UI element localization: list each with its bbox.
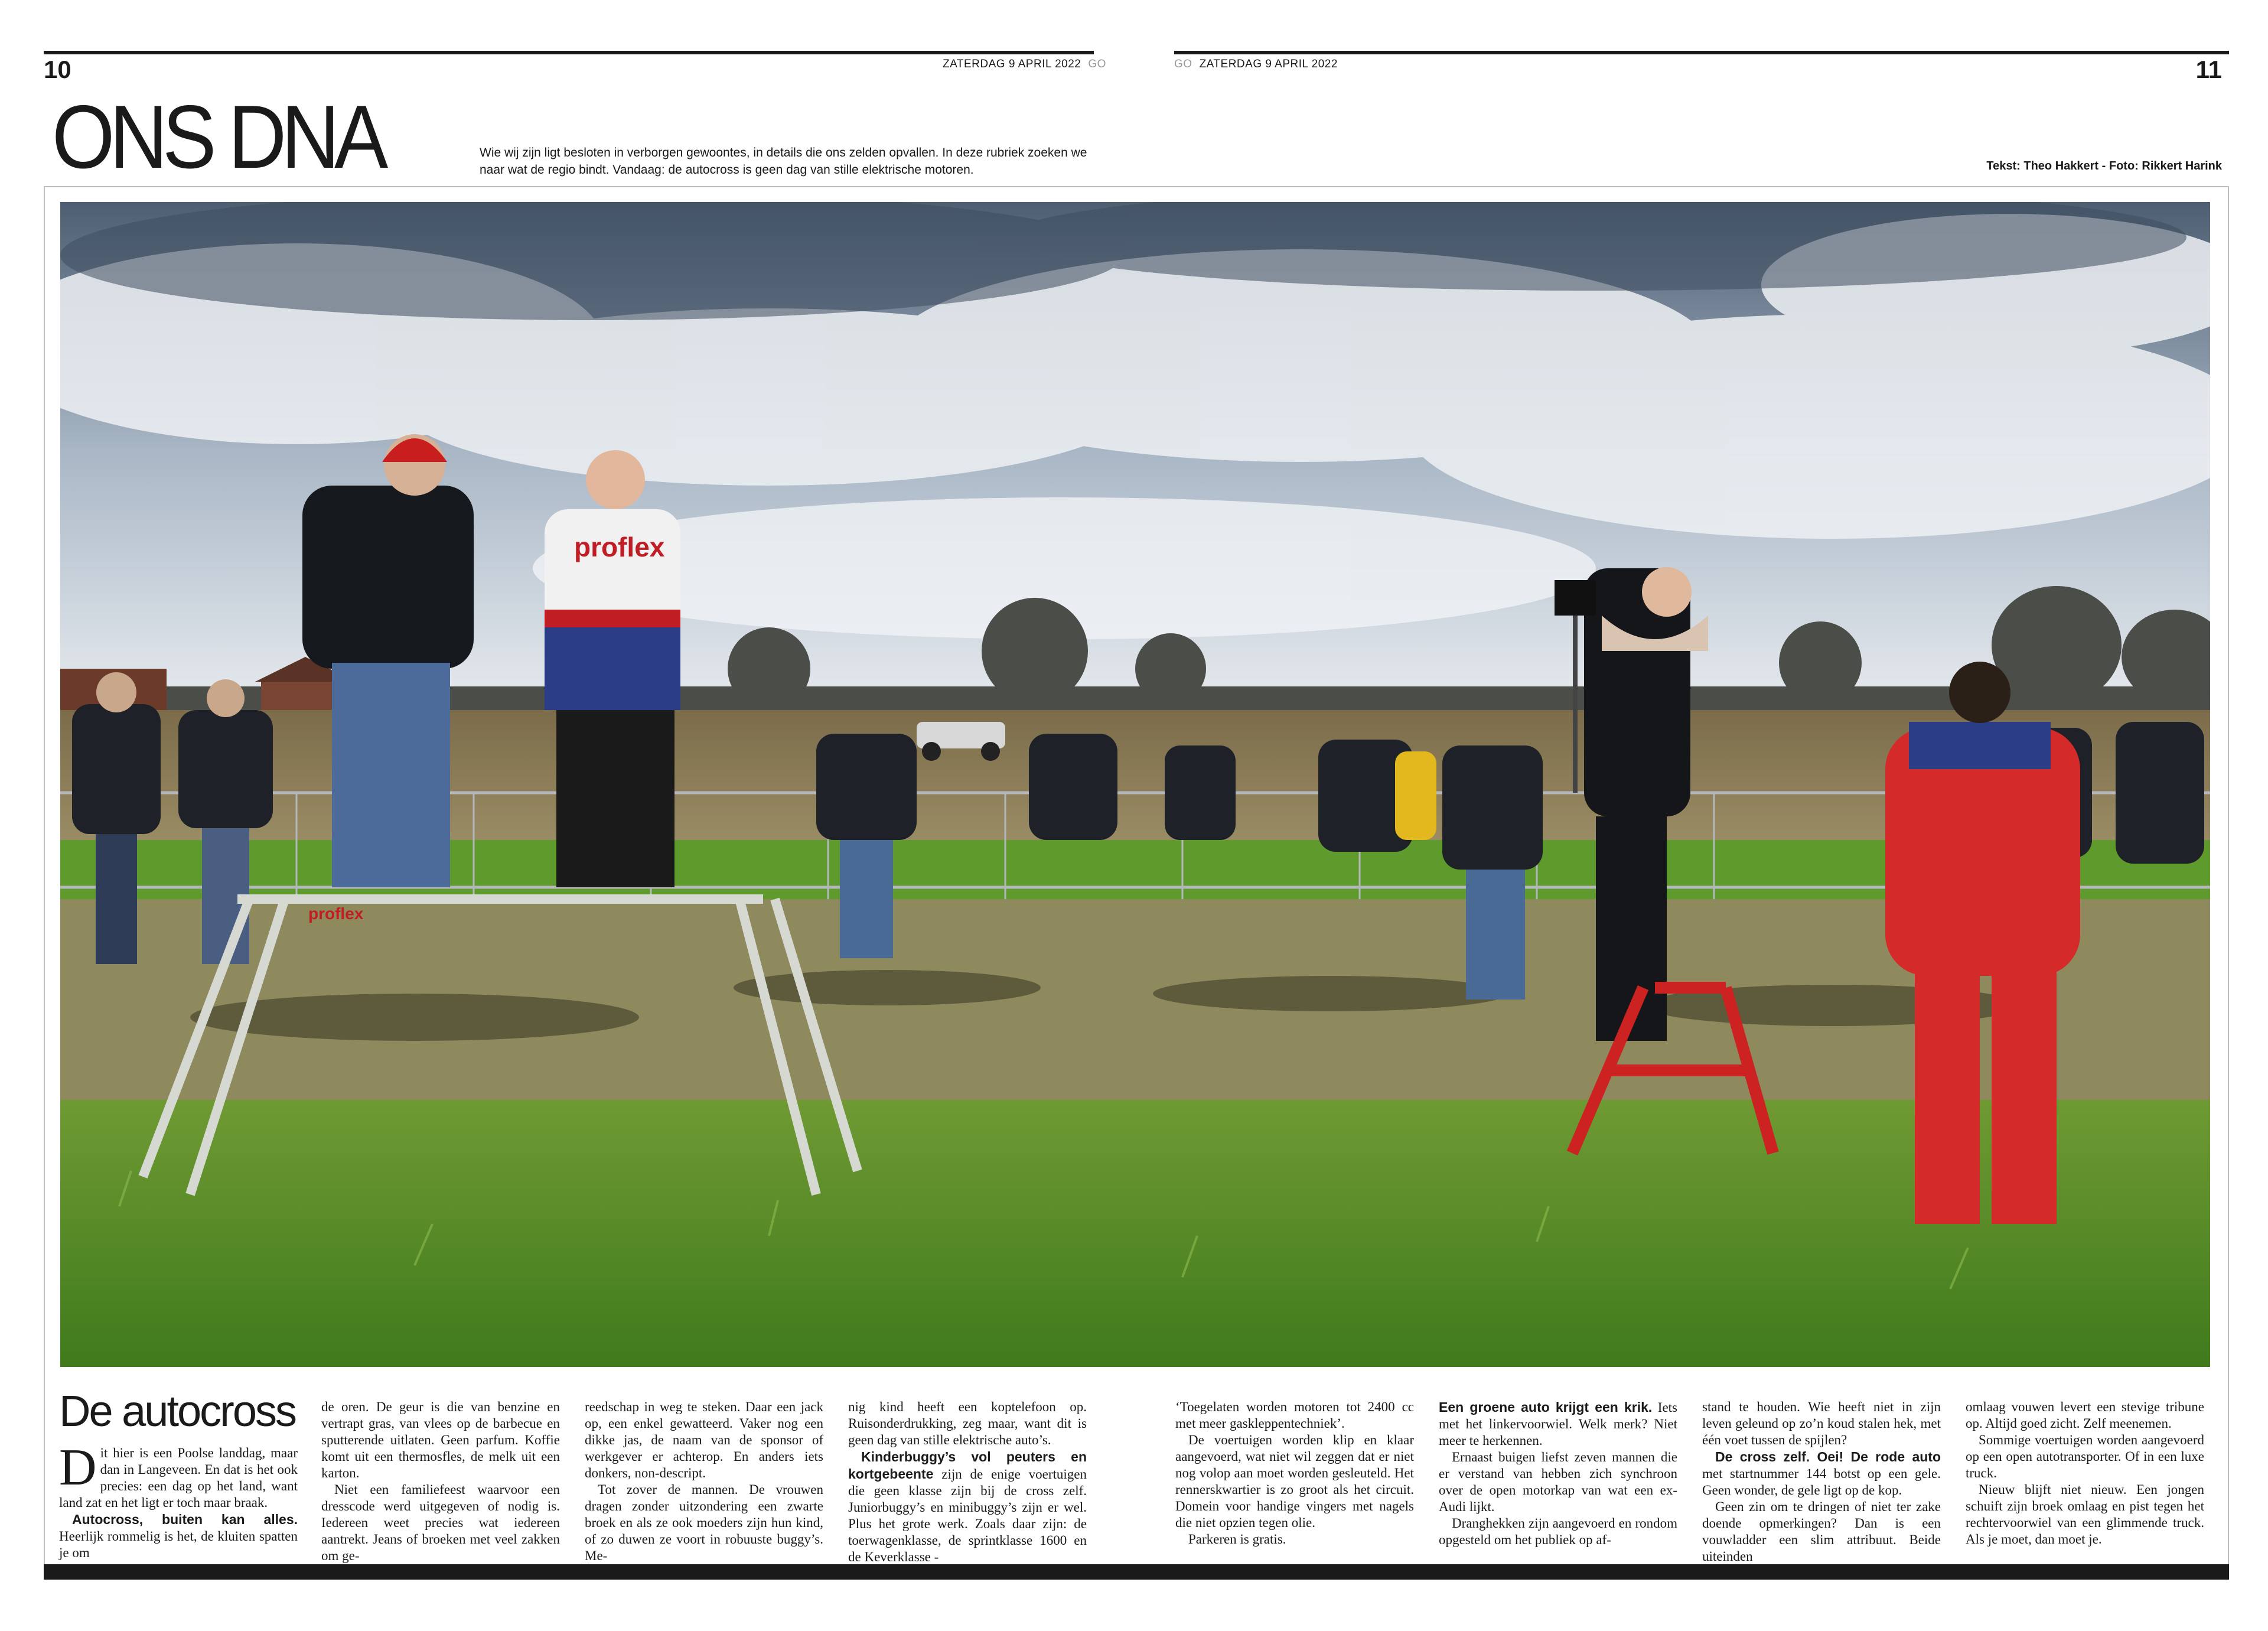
article-column-5 xyxy=(1175,1399,1414,1548)
col5-p1: ‘Toegelaten worden motoren tot 2400 cc met meer gaskleppentechniek’. xyxy=(1175,1399,1414,1431)
page-number-right: 11 xyxy=(2195,56,2222,83)
col2-p1: de oren. De geur is die van benzine en vertrapt gras, van vlees op de barbecue en sputterende uitlaten. Geen parfum. Koffie komt uit een thermosfles, de melk uit een karton. xyxy=(321,1399,560,1480)
col5-p3: Parkeren is gratis. xyxy=(1188,1532,1286,1547)
col3-p2: Tot zover de mannen. De vrouwen dragen zonder uitzondering een zwarte broek en als ze ook moeders zijn hun kind, of zo duwen ze voort in robuuste buggy’s. Me- xyxy=(585,1482,823,1563)
col1-lead: Autocross, buiten kan alles. xyxy=(72,1512,298,1527)
dateline-right xyxy=(1174,58,1338,71)
col4-p1: nig kind heeft een koptelefoon op. Ruisonderdrukking, zeg maar, want dit is geen dag van stille elektrische auto’s. xyxy=(848,1399,1087,1447)
col2-p2: Niet een familiefeest waarvoor een dresscode werd uitgegeven of nodig is. Iedereen weet precies wat iedereen aantrekt. Jeans of broeken met veel zakken om ge- xyxy=(321,1482,560,1563)
col1-p1: it hier is een Poolse landdag, maar dan in Langeveen. En dat is het ook precies: een dag op het land, want land zat en het ligt er toch maar braak. xyxy=(59,1446,298,1510)
main-photo xyxy=(60,202,2210,1367)
date-left: ZATERDAG 9 APRIL 2022 xyxy=(943,58,1081,70)
section-tag-right: GO xyxy=(1174,58,1192,70)
col4-p2: zijn de enige voertuigen die geen klasse zijn bij de cross zelf. Juniorbuggy’s en minibuggy’s zijn er wel. Plus het grote werk. Zoals daar zijn: de toerwagenklasse, de sprintklasse 1600 en de Keverklasse - xyxy=(848,1467,1087,1564)
col7-p2: met startnummer 144 botst op een gele. Geen wonder, de gele ligt op de kop. xyxy=(1702,1466,1941,1497)
rubric-title: ONS DNA xyxy=(52,87,383,187)
article-column-7 xyxy=(1702,1399,1941,1565)
col3-p1: reedschap in weg te steken. Daar een jack op, een enkel gewatteerd. Vaker nog een dikke jas, de naam van de sponsor of werkgever er achterop. En anders iets donkers, non-descript. xyxy=(585,1399,823,1480)
article-column-1 xyxy=(59,1439,298,1561)
col7-lead: De cross zelf. Oei! De rode auto xyxy=(1715,1449,1941,1464)
col1-p2: Heerlijk rommelig is het, de kluiten spatten je om xyxy=(59,1529,298,1560)
article-column-4 xyxy=(848,1399,1087,1565)
header-rule-right xyxy=(1174,51,2229,54)
article-column-6 xyxy=(1439,1399,1677,1548)
rubric-intro: Wie wij zijn ligt besloten in verborgen gewoontes, in details die ons zelden opvallen. In deze rubriek zoeken we naar wat de regio bindt. Vandaag: de autocross is geen dag van stille elektrische motoren. xyxy=(480,146,1087,177)
col8-p3: Nieuw blijft niet nieuw. Een jongen schuift zijn broek omlaag en pist tegen het rechtervoorwiel van een glimmende truck. Als je moet, dan moet je. xyxy=(1966,1482,2204,1547)
grass-foreground xyxy=(60,1100,2210,1367)
col8-p2: Sommige voertuigen worden aangevoerd op een open autotransporter. Of in een luxe truck. xyxy=(1966,1433,2204,1480)
page-number-left: 10 xyxy=(44,56,71,83)
col7-p3: Geen zin om te dringen of niet ter zake doende opmerkingen? Dan is een vouwladder een slim attribuut. Beide uiteinden xyxy=(1702,1499,1941,1564)
article-column-8 xyxy=(1966,1399,2204,1548)
dateline-left xyxy=(943,58,1106,71)
ladder-label: proflex xyxy=(308,904,364,923)
spectator-proflex-jacket xyxy=(545,450,680,887)
col8-p1: omlaag vouwen levert een stevige tribune op. Altijd goed zicht. Zelf meenemen. xyxy=(1966,1399,2204,1431)
article-column-2 xyxy=(321,1399,560,1564)
col4-lead: Kinderbuggy’s vol peuters en kortgebeente xyxy=(848,1449,1087,1482)
section-tag-left: GO xyxy=(1088,58,1106,70)
col6-p2: Ernaast buigen liefst zeven mannen die er verstand van hebben zich synchroon over de open motorkap van wat een ex-Audi lijkt. xyxy=(1439,1450,1677,1514)
date-right: ZATERDAG 9 APRIL 2022 xyxy=(1199,58,1338,70)
col6-p1: Iets met het linkervoorwiel. Welk merk? Niet meer te herkennen. xyxy=(1439,1400,1677,1448)
article-headline: De autocross xyxy=(59,1386,295,1435)
header-rule-left xyxy=(44,51,1094,54)
footer-rule xyxy=(44,1564,2229,1580)
col6-lead: Een groene auto krijgt een krik. xyxy=(1439,1399,1653,1415)
col6-p3: Dranghekken zijn aangevoerd en rondom opgesteld om het publiek op af- xyxy=(1439,1516,1677,1547)
dropcap: D xyxy=(59,1439,97,1496)
article-column-3 xyxy=(585,1399,823,1564)
jacket-logo: proflex xyxy=(574,532,665,562)
col7-p1: stand te houden. Wie heeft niet in zijn leven geleund op zo’n koud stalen hek, met één voet tussen de spijlen? xyxy=(1702,1399,1941,1447)
photo-illustration xyxy=(60,202,2210,1367)
col5-p2: De voertuigen worden klip en klaar aangevoerd, wat niet wil zeggen dat er niet nog volop aan moet worden gesleuteld. Het rennerskwartier is zo groot als het circuit. Domein voor handige vingers met nagels die niet opzien tegen olie. xyxy=(1175,1433,1414,1530)
photo-credit: Tekst: Theo Hakkert - Foto: Rikkert Harink xyxy=(1986,159,2222,172)
